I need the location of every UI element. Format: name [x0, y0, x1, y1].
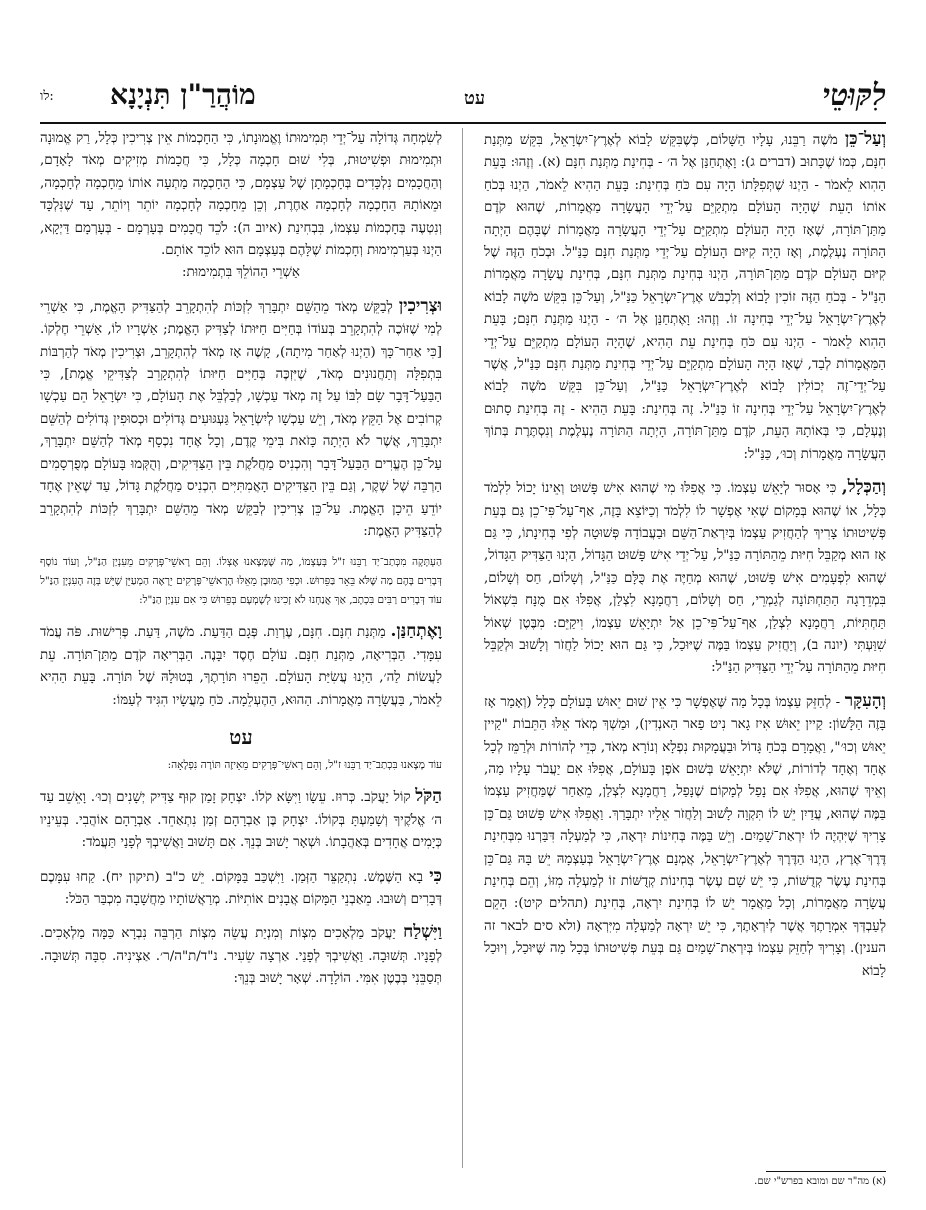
paragraph-lead: הַקֹּל: [415, 786, 442, 807]
editor-note: הַעְתָּקָה מִכְּתַב־יַד רַבֵּנוּ ז"ל בְּעַצְמוֹ, מַה שֶּׁמָּצָאנוּ אֶצְלוֹ. וְהֵם רָאשֵׁי־פְּרָקִים מֵעִנְיַן הַנַּ"ל, וְעוֹד נוֹסָף דְּבָרִים בָּהֶם מַה שֶּׁלֹּא בֵּאֵר בַּפֵּרוּשׁ. וּכְפִי הַמּוּבָן מֵאֵלּוּ הָרָאשֵׁי־פְּרָקִים יֵרָאֶה הַמְעַיֵּן שֶׁיֵּשׁ בְּזֶה הָעִנְיָן הַנַּ"ל עוֹד דְּבָרִים רַבִּים בִּכְתָב, אַךְ אֲנַחְנוּ לֹא זָכִינוּ לְשָׁמְעָם בְּפֵרוּשׁ כִּי אִם עִנְיַן הַנַּ"ל:: [40, 556, 442, 607]
paragraph-veal-ken: [484, 128, 886, 466]
paragraph-ki-va: [40, 865, 442, 912]
paragraph-text: קוֹל יַעֲקֹב. כְּרוּז. עֵשָׂו וַיִּשָּׂא קֹלוֹ. יִצְחָק זָמַן קוּף צַדִּיק יְשָׁנִים וְכוּ׳. וָאֵשֵׁב עַד ה׳ אֱלֹקֶיךָ וְשָׁמַעְתָּ בְּקוֹלוֹ. יִצְחָק בֶּן אַבְרָהָם זְמַן נִתְאַחֵד. אַבְרָהָם אוֹהֲבִי. בְּעֵינֵיו כְּיָמִים אֲחָדִים בְּאַהֲבָתוֹ. וּשְׁאָר יָשׁוּב בְּנֵךְ. אִם תָּשׁוּב וַאֲשִׁיבְךָ לְפָנַי תַּעֲמֹד:: [40, 790, 442, 851]
right-column: [484, 128, 886, 1190]
paragraph-intro: [40, 128, 442, 285]
paragraph-hakol: [40, 785, 442, 854]
page-header: [40, 78, 886, 122]
header-rule: [40, 122, 886, 124]
book-title-left: מוֹהֲרַ"ן תִּנְיָנָא: [110, 78, 256, 111]
editor-note-2: עוֹד מָצָאנוּ בִּכְתַב־יַד רַבֵּנוּ ז"ל, וְהֵם רָאשֵׁי־פְּרָקִים מֵאֵיזֶה תּוֹרָה נִפְלָאָה:: [167, 759, 442, 772]
paragraph-lead: וּצְרִיכִין: [398, 295, 442, 316]
paragraph-text: מֹשֶׁה רַבֵּנוּ, עָלָיו הַשָּׁלוֹם, כְּשֶׁבִּקֵּשׁ לָבוֹא לְאֶרֶץ־יִשְׂרָאֵל, בִּקֵּשׁ מַתְּנַת חִנָּם, כְּמוֹ שֶׁכָּתוּב (דברים ג): וָאֶתְחַנַּן אֶל ה׳ - בְּחִינַת מַתְּנַת חִנָּם (א). וְזֶהוּ: בָּעֵת הַהִוא לֵאמֹר - הַיְנוּ שֶׁתְּפִלָּתוֹ הָיָה עִם כֹּחַ בְּחִינַת: בָּעֵת הַהִיא לֵאמֹר, הַיְנוּ בְּכֹחַ אוֹתוֹ הָעֵת שֶׁהָיָה הָעוֹלָם מִתְקַיֵּם עַל־יְדֵי הָעֲשָׂרָה מַאֲמָרוֹת, שֶׁהוּא קֹדֶם מַתַּן־תּוֹרָה, שֶׁאָז הָיָה הָעוֹלָם מִתְקַיֵּם עַל־יְדֵי הָעֲשָׂרָה מַאֲמָרוֹת שֶׁבָּהֶם הָיְתָה הַתּוֹרָה נֶעְלֶמֶת, וְאָז הָיָה קִיּוּם הָעוֹלָם עַל־יְדֵי מַתְּנַת חִנָּם כַּנַּ"ל. וּבְכֹחַ הַזֶּה שֶׁל קִיּוּם הָעוֹלָם קֹדֶם מַתַּן־תּוֹרָה, הַיְנוּ בְּחִינַת מַתְּנַת חִנָּם, בְּחִינַת עֲשָׂרָה מַאֲמָרוֹת הַנַּ"ל - בְּכֹחַ הַזֶּה זוֹכִין לָבוֹא וְלִכְבֹּשׁ אֶרֶץ־יִשְׂרָאֵל כַּנַּ"ל, וְעַל־כֵּן בִּקֵּשׁ מֹשֶׁה לָבוֹא לְאֶרֶץ־יִשְׂרָאֵל עַל־יְדֵי בְּחִינָה זוֹ. וְזֶהוּ: וָאֶתְחַנַּן אֶל ה׳ - הַיְנוּ מַתְּנַת חִנָּם; בָּעֵת הַהִוא לֵאמֹר - הַיְנוּ עִם כֹּחַ בְּחִינַת עֵת הַהִיא, שֶׁהָיָה הָעוֹלָם מִתְקַיֵּם עַל־יְדֵי הַמַּאֲמָרוֹת לְבַד, שֶׁאָז הָיָה הָעוֹלָם מִתְקַיֵּם עַל־יְדֵי בְּחִינַת מַתְּנַת חִנָּם כַּנַּ"ל, אֲשֶׁר עַל־יְדֵי־זֶה יְכוֹלִין לָבוֹא לְאֶרֶץ־יִשְׂרָאֵל כַּנַּ"ל, וְעַל־כֵּן בִּקֵּשׁ מֹשֶׁה לָבוֹא לְאֶרֶץ־יִשְׂרָאֵל עַל־יְדֵי בְּחִינָה זוֹ כַּנַּ"ל. זֶה בְּחִינַת: בָּעֵת הַהִיא - זֶה בְּחִינַת סָתוּם וְנֶעְלָם, כִּי בְּאוֹתָהּ הָעֵת, קֹדֶם מַתַּן־תּוֹרָה, הָיְתָה הַתּוֹרָה נֶעְלֶמֶת וְנִסְתֶּרֶת בְּתוֹךְ הָעֲשָׂרָה מַאֲמָרוֹת וְכוּ׳, כַּנַּ"ל:: [484, 133, 886, 462]
paragraph-lead: וַיִּשְׁלַח: [403, 922, 442, 943]
paragraph-vehaklal: [484, 476, 886, 680]
paragraph-text: יַעֲקֹב מַלְאָכִים מִצְוֹת וְמִנְיַת עֲשֵׂה מִצְוֹת הַרְבֵּה נִבְרָא כַּמָּה מַלְאָכִים. לְפָנָיו. תְּשׁוּבָה. וַאֲשִׁיבְךָ לְפָנַי. אַרְצָה שֵׂעִיר. נ"ד/ת"ה/ר׳. אַצְינִיה. סִבָּה תְּשׁוּבָה. תְּסַבֵּנִי בְּבֶטֶן אִמִּי. הוֹלָדָה. שְׁאָר יָשׁוּב בְּנֵךְ:: [40, 926, 442, 987]
paragraph-text: בָא הַשֶּׁמֶשׁ. נִתְקַצֵּר הַזְּמַן. וַיִּשְׁכַּב בַּמָּקוֹם. יֵשׁ כ"ב (תיקון יח). קַחוּ עִמָּכֶם דְּבָרִים וְשׁוּבוּ. מֵאַבְנֵי הַמָּקוֹם אֲבָנִים אוֹתִיּוֹת. מְרַאֲשׁוֹתָיו מַחֲשָׁבָה מִכְבַּר הַכֹּל:: [40, 869, 442, 907]
paragraph-vehaikar: [484, 690, 886, 983]
footnote-rule: [766, 1171, 886, 1172]
paragraph-vayishlach: [40, 921, 442, 990]
paragraph-lead: וְהַכְּלָל,: [841, 477, 886, 498]
paragraph-text: לְשִׂמְחָה גְּדוֹלָה עַל־יְדֵי תְּמִימוּתוֹ וֶאֱמוּנָתוֹ, כִּי הַחָכְמוֹת אֵין צְרִיכִין כְּלָל, רַק אֱמוּנָה וּתְמִימוּת וּפְשִׁיטוּת, בְּלִי שׁוּם חָכְמָה כְּלָל, כִּי חֲכָמוֹת מְזִיקִים מְאֹד לָאָדָם, וְהַחֲכָמִים נִלְכָּדִים בְּחָכְמָתָן שֶׁל עַצְמָם, כִּי הַחָכְמָה מַתְעָה אוֹתוֹ מֵחָכְמָה לְחָכְמָה, וּמֵאוֹתָהּ הַחָכְמָה לְחָכְמָה אַחֶרֶת, וְכֵן מֵחָכְמָה לְחָכְמָה יוֹתֵר וְיוֹתֵר, עַד שֶׁנִּלְכָּד וְנִטְעֶה בְּחָכְמוֹת עַצְמוֹ, בִּבְחִינַת (איוב ה): לֹכֵד חֲכָמִים בְּעָרְמָם - בְּעָרְמָם דַּיְקָא, הַיְנוּ בְּעַרְמִימוּת וְחָכְמוֹת שֶׁלָּהֶם בְּעַצְמָם הוּא לוֹכֵד אוֹתָם.: [40, 131, 442, 259]
paragraph-closing: אַשְׁרֵי הַהוֹלֵךְ בִּתְמִימוּת:: [182, 265, 300, 281]
paragraph-text: כִּי אָסוּר לְיָאֵשׁ עַצְמוֹ. כִּי אֲפִלּוּ מִי שֶׁהוּא אִישׁ פָּשׁוּט וְאֵינוֹ יָכוֹל לִלְמֹד כְּלָל, אוֹ שֶׁהוּא בְּמָקוֹם שֶׁאִי אֶפְשָׁר לוֹ לִלְמֹד וְכַיּוֹצֵא בָּזֶה, אַף־עַל־פִּי־כֵן גַּם בְּעֵת פְּשִׁיטוּתוֹ צָרִיךְ לְהַחֲזִיק עַצְמוֹ בְּיִרְאַת־הַשֵּׁם וּבַעֲבוֹדָה פְּשׁוּטָה לְפִי בְּחִינָתוֹ, כִּי גַּם אָז הוּא מְקַבֵּל חִיּוּת מֵהַתּוֹרָה כַּנַּ"ל, עַל־יְדֵי אִישׁ פָּשׁוּט הַגָּדוֹל, הַיְנוּ הַצַּדִּיק הַגָּדוֹל, שֶׁהוּא לִפְעָמִים אִישׁ פָּשׁוּט, שֶׁהוּא מְחַיֶּה אֶת כֻּלָּם כַּנַּ"ל, וְשָׁלוֹם, חַס וְשָׁלוֹם, בִּמְדֵרָגָה הַתַּחְתּוֹנָה לְגַמְרֵי, חַס וְשָׁלוֹם, רַחֲמָנָא לִצְלַן, אֲפִלּוּ אִם מֻנָּח בִּשְׁאוֹל תַּחְתִּיּוֹת, רַחֲמָנָא לִצְלַן, אַף־עַל־פִּי־כֵן אַל יִתְיָאֵשׁ עַצְמוֹ, וִיקַיֵּם: מִבֶּטֶן שְׁאוֹל שִׁוַּעְתִּי (יונה ב), וְיַחֲזִיק עַצְמוֹ בַּמֶּה שֶׁיּוּכַל, כִּי גַּם הוּא יָכוֹל לַחֲזֹר וְלָשׁוּב וּלְקַבֵּל חִיּוּת מֵהַתּוֹרָה עַל־יְדֵי הַצַּדִּיק הַנַּ"ל:: [484, 481, 886, 676]
folio-number: לו:: [40, 89, 54, 104]
paragraph-lead: וָאֶתְחַנַּן.: [390, 621, 442, 642]
book-title-right: לִקּוּטֵי: [822, 78, 886, 113]
paragraph-lead: וְעַל־כֵּן: [844, 129, 886, 149]
footnote: (א) מה"ר שם ומובא בפרש"י שם.: [754, 1176, 886, 1187]
paragraph-text: לְבַקֵּשׁ מְאֹד מֵהַשֵּׁם יִתְבָּרַךְ לִזְכּוֹת לְהִתְקָרֵב לְהַצַּדִּיק הָאֱמֶת, כִּי אַשְׁרֵי לְמִי שֶׁזּוֹכֶה לְהִתְקָרֵב בְּעוֹדוֹ בְּחַיִּים חַיּוּתוֹ לְצַדִּיק הָאֱמֶת; אַשְׁרָיו לוֹ, אַשְׁרֵי חֶלְקוֹ. [כִּי אַחַר־כָּךְ (הַיְנוּ לְאַחַר מִיתָה), קָשֶׁה אָז מְאֹד לְהִתְקָרֵב, וּצְרִיכִין מְאֹד לְהַרְבּוֹת בִּתְפִלָּה וְתַחֲנוּנִים מְאֹד, שֶׁיִּזְכֶּה בְּחַיִּים חַיּוּתוֹ לְהִתְקָרֵב לְצַדִּיקֵי אֱמֶת], כִּי הַבַּעַל־דָּבָר שָׂם לִבּוֹ עַל זֶה מְאֹד עַכְשָׁו, לְבַלְבֵּל אֶת הָעוֹלָם, כִּי יִשְׂרָאֵל הֵם עַכְשָׁו קְרוֹבִים אֶל הַקֵּץ מְאֹד, וְיֵשׁ עַכְשָׁו לְיִשְׂרָאֵל גַּעְגּוּעִים גְּדוֹלִים וּכְסוּפִין גְּדוֹלִים לְהַשֵּׁם יִתְבָּרַךְ, אֲשֶׁר לֹא הָיְתָה כָּזֹאת בִּימֵי קֶדֶם, וְכָל אֶחָד נִכְסָף מְאֹד לְהַשֵּׁם יִתְבָּרַךְ, עַל־כֵּן הֶעֱרִים הַבַּעַל־דָּבָר וְהִכְנִיס מַחֲלֹקֶת בֵּין הַצַּדִּיקִים, וְהֻקְּמוּ בָּעוֹלָם מְפֻרְסָמִים הַרְבֵּה שֶׁל שֶׁקֶר, וְגַם בֵּין הַצַּדִּיקִים הָאֲמִתִּיִּים הִכְנִיס מַחֲלֹקֶת גָּדוֹל, עַד שֶׁאֵין אֶחָד יוֹדֵעַ הֵיכָן הָאֱמֶת. עַל־כֵּן צְרִיכִין לְבַקֵּשׁ מְאֹד מֵהַשֵּׁם יִתְבָּרַךְ לִזְכּוֹת לְהִתְקָרֵב לְהַצַּדִּיק הָאֱמֶת:: [40, 299, 442, 539]
paragraph-lead: וְהָעִקָּר: [844, 690, 886, 711]
paragraph-utzrichin: [40, 295, 442, 543]
paragraph-text: - לְחַזֵּק עַצְמוֹ בְּכָל מַה שֶּׁאֶפְשָׁר כִּי אֵין שׁוּם יֵאוּשׁ בָּעוֹלָם כְּלָל (וְאָמַר אָז בָּזֶה הַלָּשׁוֹן: קַיין יֵאוּשׁ אִיז גָאר נִיט פַאר הַאנְדִין), וּמַשְׁךְ מְאֹד אֵלּוּ הַתֵּבוֹת "קַיין יֵאוּשׁ וְכוּ׳", וַאֲמָרָם בְּכֹחַ גָּדוֹל וּבַעֲמָקוּת נִפְלָא וְנוֹרָא מְאֹד, כְּדֵי לְהוֹרוֹת וּלְרַמֵּז לְכָל אֶחָד וְאֶחָד לְדוֹרוֹת, שֶׁלֹּא יִתְיָאֵשׁ בְּשׁוּם אֹפֶן בָּעוֹלָם, אֲפִלּוּ אִם יַעֲבֹר עָלָיו מַה, וְאֵיךְ שֶׁהוּא, אֲפִלּוּ אִם נָפַל לְמָקוֹם שֶׁנָּפַל, רַחֲמָנָא לִצְלַן, מֵאַחַר שֶׁמַּחֲזִיק עַצְמוֹ בַּמֶּה שֶׁהוּא, עֲדַיִן יֵשׁ לוֹ תִּקְוָה לָשׁוּב וְלַחֲזֹר אֵלָיו יִתְבָּרַךְ. וַאֲפִלּוּ אִישׁ פָּשׁוּט גַּם־כֵּן צָרִיךְ שֶׁיִּהְיֶה לוֹ יִרְאַת־שָׁמַיִם. וְיֵשׁ בַּמֶּה בְּחִינוֹת יִרְאָה, כִּי לְמַעְלָה דִּבַּרְנוּ מִבְּחִינַת דֶּרֶךְ־אֶרֶץ, הַיְנוּ הַדֶּרֶךְ לְאֶרֶץ־יִשְׂרָאֵל, אֲמְנָם אֶרֶץ־יִשְׂרָאֵל בְּעַצְמָהּ יֵשׁ בָּהּ גַּם־כֵּן בְּחִינַת עֶשֶׂר קְדֻשּׁוֹת, כִּי יֵשׁ שָׁם עֶשֶׂר בְּחִינוֹת קְדֻשּׁוֹת זוֹ לְמַעְלָה מִזּוֹ, וְהֵם בְּחִינַת עֲשָׂרָה מַאֲמָרוֹת, וְכָל מַאֲמָר יֵשׁ לוֹ בְּחִינַת יִרְאָה, בְּחִינַת (תהלים קיט): הָקֵם לְעַבְדְּךָ אִמְרָתֶךָ אֲשֶׁר לְיִרְאָתֶךָ, כִּי יֵשׁ יִרְאָה לְמַעְלָה מִיִּרְאָה (ולא סים לבאר זה הענין). וְצָרִיךְ לְחַזֵּק עַצְמוֹ בְּיִרְאַת־שָׁמַיִם גַּם בְּעֵת פְּשִׁיטוּתוֹ בְּכָל מַה שֶּׁיּוּכַל, וְיוּכַל לָבוֹא: [484, 694, 886, 979]
page-number: עט: [464, 88, 486, 109]
paragraph-vaetchanan: [40, 620, 442, 712]
section-title: עט: [229, 724, 253, 749]
left-column: [40, 128, 442, 1168]
column-divider: [462, 128, 463, 1168]
paragraph-text: מַתְּנַת חִנָּם. חִנָּם, עֶרְוַת. פְּגָם הַדַּעַת. מֹשֶׁה, דַּעַת. פְּרִישׁוּת. פֹּה עֲמֹד עִמָּדִי. הַבְּרִיאָה, מַתְּנַת חִנָּם. עוֹלָם חֶסֶד יִבָּנֶה. הַבְּרִיאָה קֹדֶם מַתַּן־תּוֹרָה. עֵת לַעֲשׂוֹת לַה׳, הַיְנוּ עֲשִׂיַּת הָעוֹלָם. הֵפֵרוּ תּוֹרָתֶךָ, בְּטוּלָהּ שֶׁל תּוֹרָה. בָּעֵת הַהִיא לֵאמֹר, בַּעֲשָׂרָה מַאֲמָרוֹת. הַהוּא, הַהֶעְלֵמָה. כֹּחַ מַעֲשָׂיו הִגִּיד לְעַמּוֹ:: [40, 625, 442, 708]
paragraph-lead: כִּי: [429, 865, 442, 886]
